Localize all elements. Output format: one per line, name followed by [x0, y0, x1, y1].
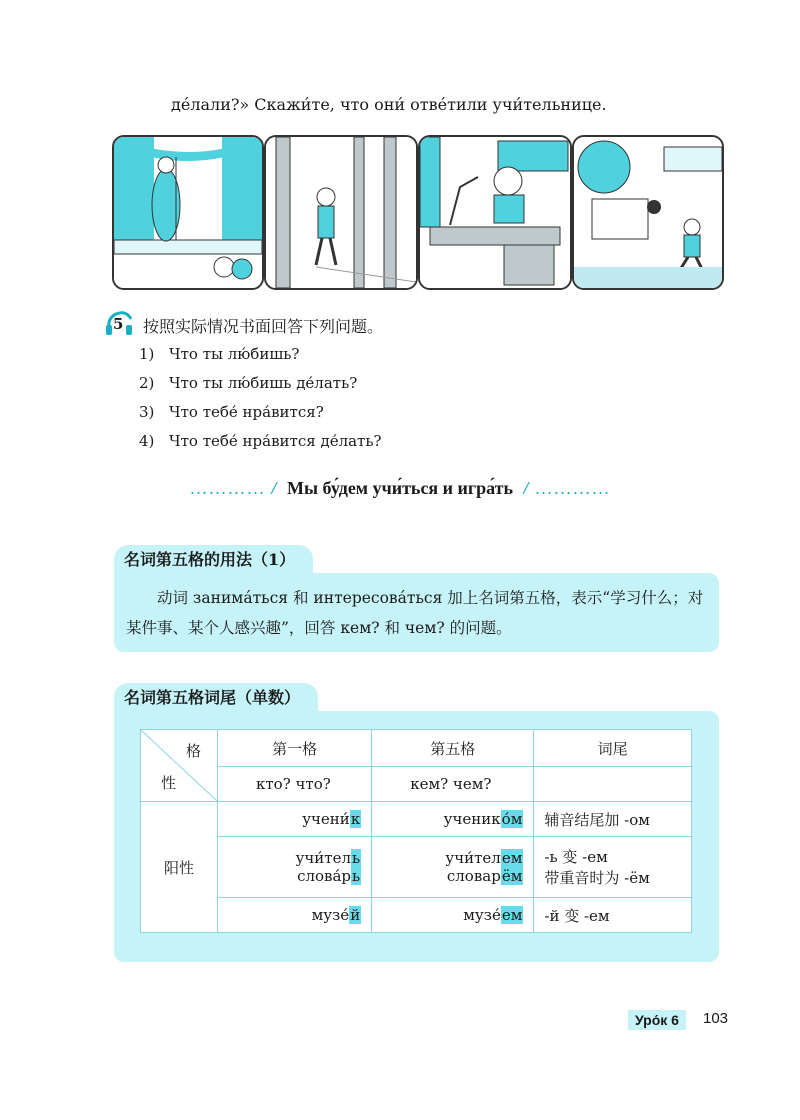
slash-right-icon: / — [523, 478, 529, 498]
endings-table — [140, 729, 692, 933]
section-title — [0, 478, 800, 499]
section-title-text: Мы бу́дем учи́ться и игра́ть — [286, 478, 513, 498]
exercise-title: 按照实际情况书面回答下列问题。 — [143, 317, 384, 336]
question-text: Что ты лю́бишь? — [169, 345, 300, 363]
table-row — [141, 802, 692, 837]
ending-note: -й 变 -ем — [534, 898, 692, 933]
word-ending: ем — [501, 849, 523, 867]
intro-line: де́лали?» Скажи́те, что они́ отве́тили учи́тельнице. — [171, 95, 607, 114]
illustration-boy-in-forest — [264, 135, 418, 290]
table-question-row — [141, 767, 692, 802]
question-number: 1) — [139, 345, 155, 363]
word-ending: ём — [501, 867, 523, 885]
column-header: 第五格 — [372, 730, 534, 767]
list-item — [139, 427, 382, 456]
word-stem: словар — [446, 867, 501, 885]
ending-note: 带重音时为 -ём — [544, 869, 650, 887]
word-stem: учи́тел — [445, 849, 501, 867]
usage-heading: 名词第五格的用法（1） — [114, 545, 313, 575]
instrumental-cell — [372, 898, 534, 933]
instrumental-cell — [372, 837, 534, 898]
illustration-boy-football — [572, 135, 724, 290]
question-cell: кем? чем? — [372, 767, 534, 802]
exercise-number: 5 — [113, 315, 124, 333]
usage-text: 动词 занима́ться 和 интересова́ться 加上名词第五格，表示“学习什么；对某件事、某个人感兴趣”，回答 кем? 和 чем? 的问题。 — [126, 589, 704, 637]
slash-left-icon: / — [271, 478, 277, 498]
word-ending: й — [350, 906, 361, 924]
question-text: Что тебе́ нра́вится де́лать? — [169, 432, 382, 450]
ending-note-cell — [534, 837, 692, 898]
word-ending: о́м — [501, 810, 523, 828]
list-item — [139, 369, 382, 398]
lesson-label: Уро́к 6 — [628, 1010, 686, 1030]
instrumental-cell — [372, 802, 534, 837]
question-text: Что тебе́ нра́вится? — [169, 403, 324, 421]
page-number: 103 — [703, 1010, 729, 1027]
table-header-row — [141, 730, 692, 767]
question-text: Что ты лю́бишь де́лать? — [169, 374, 358, 392]
question-list — [139, 340, 382, 456]
word-ending: ь — [352, 867, 361, 885]
nominative-cell — [218, 802, 372, 837]
word-stem: музе́ — [311, 906, 350, 924]
word-stem: учени́ — [302, 810, 350, 828]
gender-label: 性 — [161, 774, 177, 792]
list-item — [139, 340, 382, 369]
word-stem: учи́тел — [295, 849, 352, 867]
word-ending: ь — [352, 849, 361, 867]
table-row — [141, 898, 692, 933]
column-header: 词尾 — [534, 730, 692, 767]
word-stem: ученик — [443, 810, 501, 828]
case-label: 格 — [185, 742, 201, 760]
word-ending: ем — [501, 906, 523, 924]
diagonal-header-cell — [141, 730, 218, 802]
question-cell: кто? что? — [218, 767, 372, 802]
question-number: 2) — [139, 374, 155, 392]
illustration-girl-singing — [112, 135, 264, 290]
endings-heading: 名词第五格词尾（单数） — [114, 683, 318, 713]
column-header: 第一格 — [218, 730, 372, 767]
word-stem: музе́ — [463, 906, 501, 924]
dots-left: ………… — [189, 478, 266, 498]
list-item — [139, 398, 382, 427]
word-ending: к — [350, 810, 361, 828]
usage-panel — [114, 573, 719, 652]
ending-note: 辅音结尾加 -ом — [534, 802, 692, 837]
word-stem: слова́р — [297, 867, 352, 885]
exercise-number-badge — [104, 309, 134, 339]
gender-cell: 阳性 — [141, 802, 218, 933]
question-number: 4) — [139, 432, 155, 450]
empty-cell — [534, 767, 692, 802]
ending-note: -ь 变 -ем — [544, 848, 608, 866]
question-number: 3) — [139, 403, 155, 421]
table-row — [141, 837, 692, 898]
illustration-boy-reading — [418, 135, 572, 290]
dots-right: ………… — [534, 478, 611, 498]
nominative-cell — [218, 837, 372, 898]
nominative-cell — [218, 898, 372, 933]
